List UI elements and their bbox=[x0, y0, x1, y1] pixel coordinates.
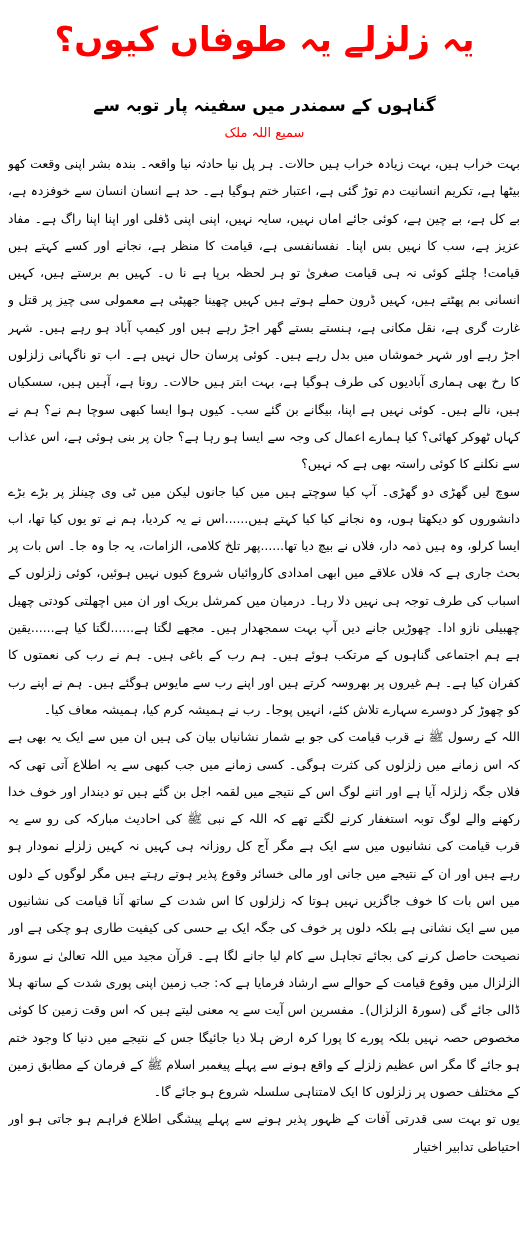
author-name: سمیع اللہ ملک bbox=[224, 126, 305, 141]
paragraph: سوچ لیں گھڑی دو گھڑی۔ آپ کیا سوچتے ہیں میں کیا جانوں لیکن میں ٹی وی چینلز پر بڑے بڑے دانشوروں کو دیکھتا ہوں، وہ نجانے کیا کیا کہتے ہیں......اس نے یہ کردیا، ہم نے تو یوں کیا تھا، اب ایسا کرلو، وہ ہیں ذمہ دار، فلاں نے بیچ دیا تھا......پھر تلخ کلامی، الزامات، یہ جا وہ جا۔ اس بات پر بحث جاری ہے کہ فلاں علاقے میں ابھی امدادی کاروائیاں شروع کیوں نہیں ہوئیں، کوئی زلزلوں کے اسباب کی طرف توجہ ہی نہیں دلا رہا۔ درمیان میں کمرشل بریک اور ان میں اچھلتی کودتی چھیل چھبیلی نازو ادا۔ چھوڑیں جانے دیں آپ بہت سمجھدار ہیں۔ مجھے لگتا ہے......لگتا کیا ہے......یقین ہے ہم اجتماعی گناہوں کے مرتکب ہوئے ہیں۔ ہم رب کے باغی ہیں۔ ہم نے رب کی نعمتوں کا کفران کیا ہے۔ ہم غیروں پر بھروسہ کرتے ہیں اور اپنے رب سے مایوس ہوگئے ہیں۔ ہم نے اپنے رب کو چھوڑ کر دوسرے سہارے تلاش کئے، انہیں پوجا۔ رب نے ہمیشہ کرم کیا، ہمیشہ معاف کیا۔ bbox=[8, 483, 520, 717]
article-title: یہ زلزلے یہ طوفاں کیوں؟ bbox=[54, 20, 475, 60]
paragraph: یوں تو بہت سی قدرتی آفات کے ظہور پذیر ہونے سے پہلے پیشگی اطلاع فراہم ہو جاتی ہو اور احتیاطی تدابیر اختیار bbox=[8, 1111, 520, 1154]
paragraph: بہت خراب ہیں، بہت زیادہ خراب ہیں حالات۔ ہر پل نیا حادثہ نیا واقعہ۔ بندہ بشر اپنی وقعت کھو بیٹھا ہے، تکریم انسانیت دم توڑ گئی ہے، اعتبار ختم ہوگیا ہے۔ حد ہے انسان انسان سے خوفزدہ ہے، بے کل ہے، بے چین ہے، کوئی جائے اماں نہیں، سایہ نہیں، اپنی اپنی ڈفلی اور اپنا اپنا راگ ہے۔ مفاد عزیز ہے، سب کا نہیں بس اپنا۔ نفسانفسی ہے، قیامت کا منظر ہے، نجانے اور کسے کہتے ہیں قیامت! چلئے کوئی نہ ہی قیامت صغریٰ تو ہر لحظہ برپا ہے نا ں۔ کہیں بم برستے ہیں، کہیں انسانی بم پھٹتے ہیں، کہیں ڈرون حملے ہوتے ہیں کہیں چھینا جھپٹی ہے معمولی سی چیز پر قتل و غارت گری ہے، نقل مکانی ہے، ہنستے بستے گھر اجڑ رہے ہیں اور کیمپ آباد ہو رہے ہیں۔ شہر اجڑ رہے اور شہر خموشاں میں بدل رہے ہیں۔ کوئی پرسان حال نہیں ہے۔ اب تو ناگہانی زلزلوں کا رخ بھی ہماری آبادیوں کی طرف ہوگیا ہے، بہت ابتر ہیں حالات۔ رونا ہے، آہیں ہیں، سسکیاں ہیں، نالے ہیں۔ کوئی نہیں ہے اپنا، بیگانے بن گئے سب۔ کیوں ہوا ایسا کبھی سوچا ہم نے؟ ہم نے کہاں ٹھوکر کھائی؟ کیا ہمارے اعمال کی وجہ سے ایسا ہو رہا ہے؟ جان پر بنی ہوئی ہے، اس عذاب سے نکلنے کا کوئی راستہ بھی ہے کہ نہیں؟ bbox=[8, 156, 520, 472]
paragraph: اللہ کے رسول ﷺ نے قرب قیامت کی جو بے شمار نشانیاں بیان کی ہیں ان میں سے ایک یہ بھی ہے کہ اس زمانے میں زلزلوں کی کثرت ہوگی۔ کسی زمانے میں جب کبھی سے یہ اطلاع آتی تھی کہ فلاں جگہ زلزلہ آیا ہے اور اتنے لوگ اس کے نتیجے میں لقمہ اجل بن گئے ہیں تو دیندار اور خوف خدا رکھنے والے لوگ توبہ استغفار کرنے لگتے تھے کہ اللہ کے نبی ﷺ کی احادیث مبارکہ کی رو سے یہ قرب قیامت کی نشانیوں میں سے ایک ہے مگر آج کل روزانہ ہی کہیں نہ کہیں زلزلے نمودار ہو رہے ہیں اور ان کے نتیجے میں جانی اور مالی خسائر وقوع پذیر ہوتے رہتے ہیں مگر لوگوں کے دلوں میں اس بات کا خوف جاگزیں نہیں ہوتا کہ زلزلوں کا اس شدت کے ساتھ آنا قیامت کی نشانیوں میں سے ایک نشانی ہے بلکہ دلوں پر خوف کی جگہ ایک بے حسی کی کیفیت طاری ہو چکی ہے اور نصیحت حاصل کرنے کی بجائے تجاہل سے کام لیا جانے لگا ہے۔ قرآن مجید میں اللہ تعالیٰ نے سورۃ الزلزال میں وقوع قیامت کے حوالے سے ارشاد فرمایا ہے کہ: جب زمین اپنی پوری شدت کے ساتھ ہلا ڈالی جائے گی (سورۃ الزلزال)۔ مفسرین اس آیت سے یہ معنی لیتے ہیں کہ اس وقت زمین کا کوئی مخصوص حصہ نہیں بلکہ پورے کا پورا کرہ ارض ہلا دیا جائیگا جس کے نتیجے میں دنیا کا وجود ختم ہو جائے گا مگر اس عظیم زلزلے کے واقع ہونے سے پہلے پیغمبر اسلام ﷺ کے فرمان کے مطابق زمین کے مختلف حصوں پر زلزلوں کا ایک لامتناہی سلسلہ شروع ہو جائے گا۔ bbox=[8, 729, 520, 1100]
article-body bbox=[8, 150, 520, 1254]
article-subtitle: گناہوں کے سمندر میں سفینہ پار توبہ سے bbox=[93, 96, 436, 116]
